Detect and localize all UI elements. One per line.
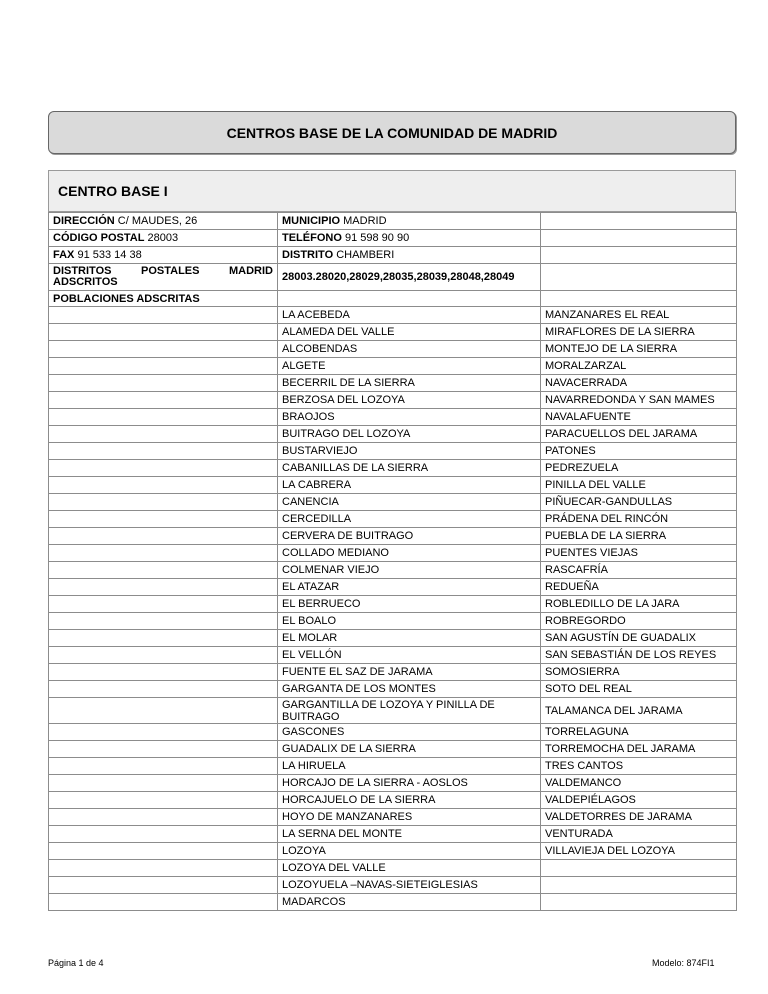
town-name: GARGANTA DE LOS MONTES [278,681,541,698]
town-name [541,860,737,877]
center-heading-text: CENTRO BASE I [58,183,168,199]
town-name: RASCAFRÍA [541,562,737,579]
town-name: COLMENAR VIEJO [278,562,541,579]
town-row [49,409,737,426]
empty-cell [49,375,278,392]
distritos-postales-value: 28003.28020,28029,28035,28039,28048,28049 [278,264,541,291]
town-name: MORALZARZAL [541,358,737,375]
town-row [49,358,737,375]
town-name: EL ATAZAR [278,579,541,596]
town-name: CABANILLAS DE LA SIERRA [278,460,541,477]
town-name: MADARCOS [278,894,541,911]
town-name: ALCOBENDAS [278,341,541,358]
empty-cell [49,358,278,375]
town-row [49,698,737,724]
direccion-cell [49,213,278,230]
town-name: LOZOYA [278,843,541,860]
town-name [541,894,737,911]
document-title: CENTROS BASE DE LA COMUNIDAD DE MADRID [226,124,558,141]
direccion-label: DIRECCIÓN [53,215,115,227]
empty-cell [541,291,737,307]
town-row [49,324,737,341]
town-name: CERCEDILLA [278,511,541,528]
empty-cell [49,724,278,741]
town-name: LOZOYUELA –NAVAS-SIETEIGLESIAS [278,877,541,894]
town-name: PUEBLA DE LA SIERRA [541,528,737,545]
town-row [49,426,737,443]
town-name: MONTEJO DE LA SIERRA [541,341,737,358]
empty-cell [49,511,278,528]
town-name: LA CABRERA [278,477,541,494]
distrito-label: DISTRITO [282,249,334,261]
town-name: SOMOSIERRA [541,664,737,681]
town-row [49,477,737,494]
town-name: SAN AGUSTÍN DE GUADALIX [541,630,737,647]
town-name: MANZANARES EL REAL [541,307,737,324]
town-name: PEDREZUELA [541,460,737,477]
town-row [49,562,737,579]
empty-cell [49,630,278,647]
town-row [49,528,737,545]
telefono-cell [278,230,541,247]
empty-cell [541,230,737,247]
town-row [49,630,737,647]
empty-cell [49,324,278,341]
town-name: COLLADO MEDIANO [278,545,541,562]
empty-cell [49,809,278,826]
empty-cell [49,545,278,562]
fax-cell [49,247,278,264]
telefono-label: TELÉFONO [282,232,342,244]
town-name: BUITRAGO DEL LOZOYA [278,426,541,443]
town-name: PUENTES VIEJAS [541,545,737,562]
town-row [49,460,737,477]
empty-cell [49,741,278,758]
town-name [541,877,737,894]
town-row [49,724,737,741]
town-row [49,375,737,392]
town-name: REDUEÑA [541,579,737,596]
town-name: PATONES [541,443,737,460]
town-row [49,341,737,358]
cp-label: CÓDIGO POSTAL [53,232,145,244]
town-name: VENTURADA [541,826,737,843]
town-name: BRAOJOS [278,409,541,426]
distritos-postales-label: DISTRITOS POSTALES MADRID ADSCRITOS [53,265,273,288]
distrito-value: CHAMBERI [336,249,395,261]
info-row [49,291,737,307]
poblaciones-label: POBLACIONES ADSCRITAS [49,291,278,307]
telefono-value: 91 598 90 90 [344,232,410,244]
town-name: GUADALIX DE LA SIERRA [278,741,541,758]
document-title-box [48,111,736,154]
town-name: BECERRIL DE LA SIERRA [278,375,541,392]
empty-cell [541,264,737,291]
town-row [49,877,737,894]
town-row [49,545,737,562]
town-row [49,647,737,664]
empty-cell [49,894,278,911]
town-row [49,392,737,409]
town-row [49,826,737,843]
distrito-cell [278,247,541,264]
empty-cell [541,247,737,264]
town-name: ALGETE [278,358,541,375]
town-name: VALDEPIÉLAGOS [541,792,737,809]
info-row [49,264,737,291]
town-name: ROBREGORDO [541,613,737,630]
empty-cell [49,681,278,698]
empty-cell [49,494,278,511]
empty-cell [49,698,278,724]
fax-value: 91 533 14 38 [77,249,142,261]
empty-cell [49,792,278,809]
empty-cell [49,826,278,843]
town-name: FUENTE EL SAZ DE JARAMA [278,664,541,681]
town-name: MIRAFLORES DE LA SIERRA [541,324,737,341]
empty-cell [49,664,278,681]
town-name: TRES CANTOS [541,758,737,775]
town-row [49,681,737,698]
empty-cell [49,775,278,792]
empty-cell [541,213,737,230]
town-row [49,894,737,911]
town-name: TALAMANCA DEL JARAMA [541,698,737,724]
town-name: PINILLA DEL VALLE [541,477,737,494]
town-name: LOZOYA DEL VALLE [278,860,541,877]
town-name: SAN SEBASTIÁN DE LOS REYES [541,647,737,664]
empty-cell [49,562,278,579]
municipio-label: MUNICIPIO [282,215,341,227]
town-name: EL BERRUECO [278,596,541,613]
town-name: EL VELLÓN [278,647,541,664]
empty-cell [49,477,278,494]
town-row [49,307,737,324]
town-name: CANENCIA [278,494,541,511]
town-row [49,809,737,826]
town-name: ALAMEDA DEL VALLE [278,324,541,341]
empty-cell [49,426,278,443]
empty-cell [49,860,278,877]
town-row [49,596,737,613]
town-name: BUSTARVIEJO [278,443,541,460]
town-name: TORRELAGUNA [541,724,737,741]
empty-cell [49,596,278,613]
town-name: HORCAJO DE LA SIERRA - AOSLOS [278,775,541,792]
center-heading [48,170,736,212]
municipio-cell [278,213,541,230]
town-name: SOTO DEL REAL [541,681,737,698]
empty-cell [49,647,278,664]
town-row [49,494,737,511]
town-name: LA HIRUELA [278,758,541,775]
direccion-value: C/ MAUDES, 26 [117,215,198,227]
empty-cell [49,877,278,894]
center-info-table [48,212,737,911]
town-row [49,443,737,460]
page-number: Página 1 de 4 [48,958,104,968]
town-row [49,511,737,528]
empty-cell [49,392,278,409]
town-name: HORCAJUELO DE LA SIERRA [278,792,541,809]
info-row [49,230,737,247]
town-name: TORREMOCHA DEL JARAMA [541,741,737,758]
cp-cell [49,230,278,247]
town-name: LA SERNA DEL MONTE [278,826,541,843]
empty-cell [278,291,541,307]
fax-label: FAX [53,249,75,261]
town-name: GASCONES [278,724,541,741]
town-name: PIÑUECAR-GANDULLAS [541,494,737,511]
town-row [49,758,737,775]
town-name: ROBLEDILLO DE LA JARA [541,596,737,613]
model-code: Modelo: 874FI1 [652,958,715,968]
town-name: HOYO DE MANZANARES [278,809,541,826]
town-name: VALDEMANCO [541,775,737,792]
empty-cell [49,843,278,860]
town-row [49,741,737,758]
info-row [49,213,737,230]
town-name: EL BOALO [278,613,541,630]
town-name: BERZOSA DEL LOZOYA [278,392,541,409]
empty-cell [49,758,278,775]
town-name: PRÁDENA DEL RINCÓN [541,511,737,528]
town-name: NAVALAFUENTE [541,409,737,426]
empty-cell [49,341,278,358]
town-row [49,613,737,630]
empty-cell [49,409,278,426]
town-name: VALDETORRES DE JARAMA [541,809,737,826]
town-row [49,792,737,809]
town-row [49,579,737,596]
town-name: LA ACEBEDA [278,307,541,324]
cp-value: 28003 [147,232,179,244]
town-name: GARGANTILLA DE LOZOYA Y PINILLA DE BUITRAGO [278,698,541,724]
distritos-postales-label-cell [49,264,278,291]
empty-cell [49,613,278,630]
town-name: NAVACERRADA [541,375,737,392]
empty-cell [49,579,278,596]
town-name: PARACUELLOS DEL JARAMA [541,426,737,443]
town-row [49,843,737,860]
empty-cell [49,443,278,460]
info-row [49,247,737,264]
municipio-value: MADRID [343,215,387,227]
town-name: CERVERA DE BUITRAGO [278,528,541,545]
town-name: VILLAVIEJA DEL LOZOYA [541,843,737,860]
town-name: NAVARREDONDA Y SAN MAMES [541,392,737,409]
town-name: EL MOLAR [278,630,541,647]
town-row [49,664,737,681]
empty-cell [49,528,278,545]
empty-cell [49,307,278,324]
town-row [49,860,737,877]
town-row [49,775,737,792]
empty-cell [49,460,278,477]
